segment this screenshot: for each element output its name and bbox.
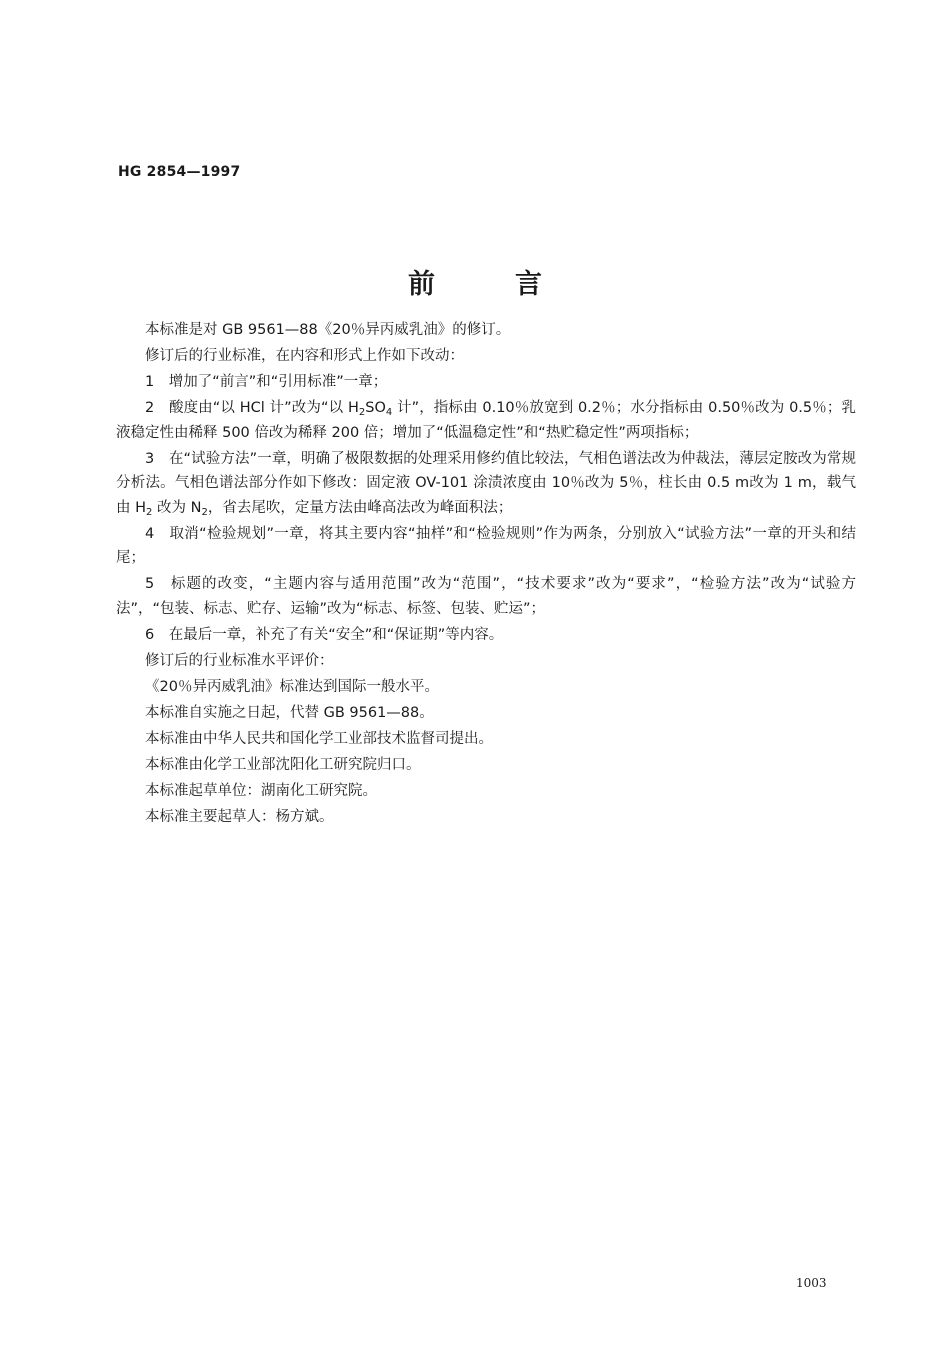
subscript-h2: 2 bbox=[146, 506, 153, 518]
list-item-3-text-c: ，省去尾吹，定量方法由峰高法改为峰面积法； bbox=[207, 499, 513, 516]
list-item-2-text-b: SO bbox=[365, 400, 386, 416]
list-item-5: 5 标题的改变，“主题内容与适用范围”改为“范围”，“技术要求”改为“要求”，“检验方法”改为“试验方法”，“包装、标志、贮存、运输”改为“标志、标签、包装、贮运”； bbox=[116, 576, 856, 617]
list-item-2-text-c: 计”，指标由 0.10％放宽到 0.2％；水分指标由 0.50％改为 0.5％；乳液稳定性由稀释 500 倍改为稀释 200 倍；增加了“低温稳定性”和“热贮稳定性”两项指标； bbox=[116, 400, 856, 441]
paragraph-under-jurisdiction: 本标准由化学工业部沈阳化工研究院归口。 bbox=[145, 756, 421, 773]
list-item-3 bbox=[116, 447, 856, 521]
paragraph-evaluation: 《20％异丙威乳油》标准达到国际一般水平。 bbox=[145, 678, 439, 695]
list-item-3-text-a: 3 在“试验方法”一章，明确了极限数据的处理采用修约值比较法，气相色谱法改为仲裁法，薄层定胺改为常规分析法。气相色谱法部分作如下修改：固定液 OV-101 涂渍浓度由 10％改为 5％，柱长由 0.5 m改为 1 m，载气由 H bbox=[116, 450, 856, 516]
paragraph-drafter: 本标准主要起草人：杨方斌。 bbox=[145, 808, 334, 825]
list-item-1: 1 增加了“前言”和“引用标准”一章； bbox=[145, 374, 388, 390]
paragraph-replaces: 本标准自实施之日起，代替 GB 9561—88。 bbox=[145, 704, 434, 721]
paragraph-drafting-unit: 本标准起草单位：湖南化工研究院。 bbox=[145, 782, 377, 799]
list-item-2-text-a: 2 酸度由“以 HCl 计”改为“以 H bbox=[145, 400, 359, 416]
subscript-4: 4 bbox=[385, 407, 393, 418]
standard-code: HG 2854—1997 bbox=[118, 164, 241, 180]
paragraph-proposed-by: 本标准由中华人民共和国化学工业部技术监督司提出。 bbox=[145, 730, 493, 747]
list-item-2 bbox=[116, 396, 856, 445]
page-number: 1003 bbox=[796, 1276, 827, 1290]
paragraph-intro: 本标准是对 GB 9561—88《20％异丙威乳油》的修订。 bbox=[145, 322, 511, 338]
list-item-4: 4 取消“检验规划”一章，将其主要内容“抽样”和“检验规则”作为两条，分别放入“试验方法”一章的开头和结尾； bbox=[116, 525, 856, 566]
page-title: 前言 bbox=[408, 269, 622, 300]
paragraph-evaluation-lead: 修订后的行业标准水平评价： bbox=[145, 652, 334, 669]
subscript-2: 2 bbox=[358, 407, 366, 418]
paragraph-changes-lead: 修订后的行业标准，在内容和形式上作如下改动： bbox=[145, 348, 464, 364]
foreword-body bbox=[116, 318, 856, 831]
list-item-3-text-b: 改为 N bbox=[152, 499, 202, 516]
subscript-n2: 2 bbox=[201, 506, 208, 518]
list-item-6: 6 在最后一章，补充了有关“安全”和“保证期”等内容。 bbox=[145, 626, 504, 643]
